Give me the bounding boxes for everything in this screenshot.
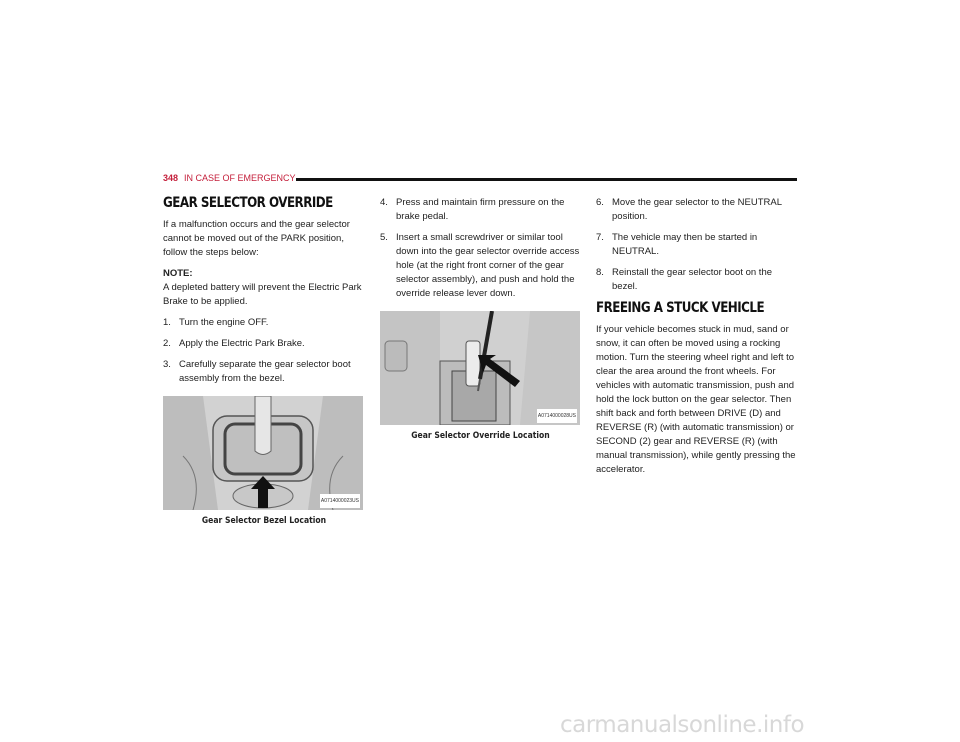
step-text: Apply the Electric Park Brake. <box>179 338 305 349</box>
column-2 <box>380 196 581 443</box>
section-title: IN CASE OF EMERGENCY <box>184 173 296 183</box>
step-text: The vehicle may then be started in NEUTRAL. <box>612 232 758 257</box>
column-1 <box>163 196 365 528</box>
column-3 <box>596 196 797 484</box>
step-number: 4. <box>380 197 388 208</box>
heading-freeing-stuck-vehicle: FREEING A STUCK VEHICLE <box>596 300 765 316</box>
list-item <box>596 196 797 224</box>
intro-paragraph: If a malfunction occurs and the gear selector cannot be moved out of the PARK position, follow the steps below: <box>163 219 350 258</box>
step-text: Carefully separate the gear selector boot assembly from the bezel. <box>179 359 351 384</box>
step-number: 7. <box>596 232 604 243</box>
page-number: 348 <box>163 173 179 183</box>
note-text: A depleted battery will prevent the Electric Park Brake to be applied. <box>163 282 362 307</box>
figure-bezel <box>163 396 365 528</box>
figure-caption: Gear Selector Override Location <box>411 431 550 441</box>
list-item <box>163 337 365 351</box>
list-item <box>163 316 365 330</box>
list-item <box>596 266 797 294</box>
step-text: Move the gear selector to the NEUTRAL position. <box>612 197 782 222</box>
step-number: 3. <box>163 359 171 370</box>
figure-override <box>380 311 581 443</box>
list-item <box>380 231 581 301</box>
step-text: Press and maintain firm pressure on the brake pedal. <box>396 197 565 222</box>
watermark: carmanualsonline.info <box>560 712 805 738</box>
steps-list-3 <box>596 196 797 294</box>
step-number: 1. <box>163 317 171 328</box>
step-number: 8. <box>596 267 604 278</box>
figure-caption: Gear Selector Bezel Location <box>201 516 327 526</box>
step-number: 2. <box>163 338 171 349</box>
gear-selector-override-illustration-icon <box>380 311 580 425</box>
heading-gear-selector-override: GEAR SELECTOR OVERRIDE <box>163 195 333 211</box>
step-number: 5. <box>380 232 388 243</box>
step-text: Turn the engine OFF. <box>179 317 269 328</box>
gear-selector-bezel-illustration-icon <box>163 396 363 510</box>
step-text: Insert a small screwdriver or similar tool down into the gear selector override access hole (at the right front corner of the gear selector assembly), and push and hold the override release lever down. <box>396 232 580 299</box>
image-code: A0714000023US <box>320 494 360 508</box>
list-item <box>596 231 797 259</box>
steps-list-2 <box>380 196 581 301</box>
page-header <box>163 173 797 187</box>
header-rule <box>296 178 797 181</box>
step-text: Reinstall the gear selector boot on the bezel. <box>612 267 773 292</box>
body-paragraph: If your vehicle becomes stuck in mud, sand or snow, it can often be moved using a rocking motion. Turn the steering wheel right and left to clear the area around the front wheels. For vehicles with automatic transmission, push and hold the lock button on the gear selector. Then shift back and forth between DRIVE (D) and REVERSE (R) (with automatic transmission) or SECOND (2) gear and REVERSE (R) (with manual transmission), while gently pressing the accelerator. <box>596 324 796 475</box>
note-label: NOTE: <box>163 268 193 279</box>
image-code: A0714000028US <box>537 409 577 423</box>
list-item <box>380 196 581 224</box>
list-item <box>163 358 365 386</box>
step-number: 6. <box>596 197 604 208</box>
steps-list-1 <box>163 316 365 386</box>
